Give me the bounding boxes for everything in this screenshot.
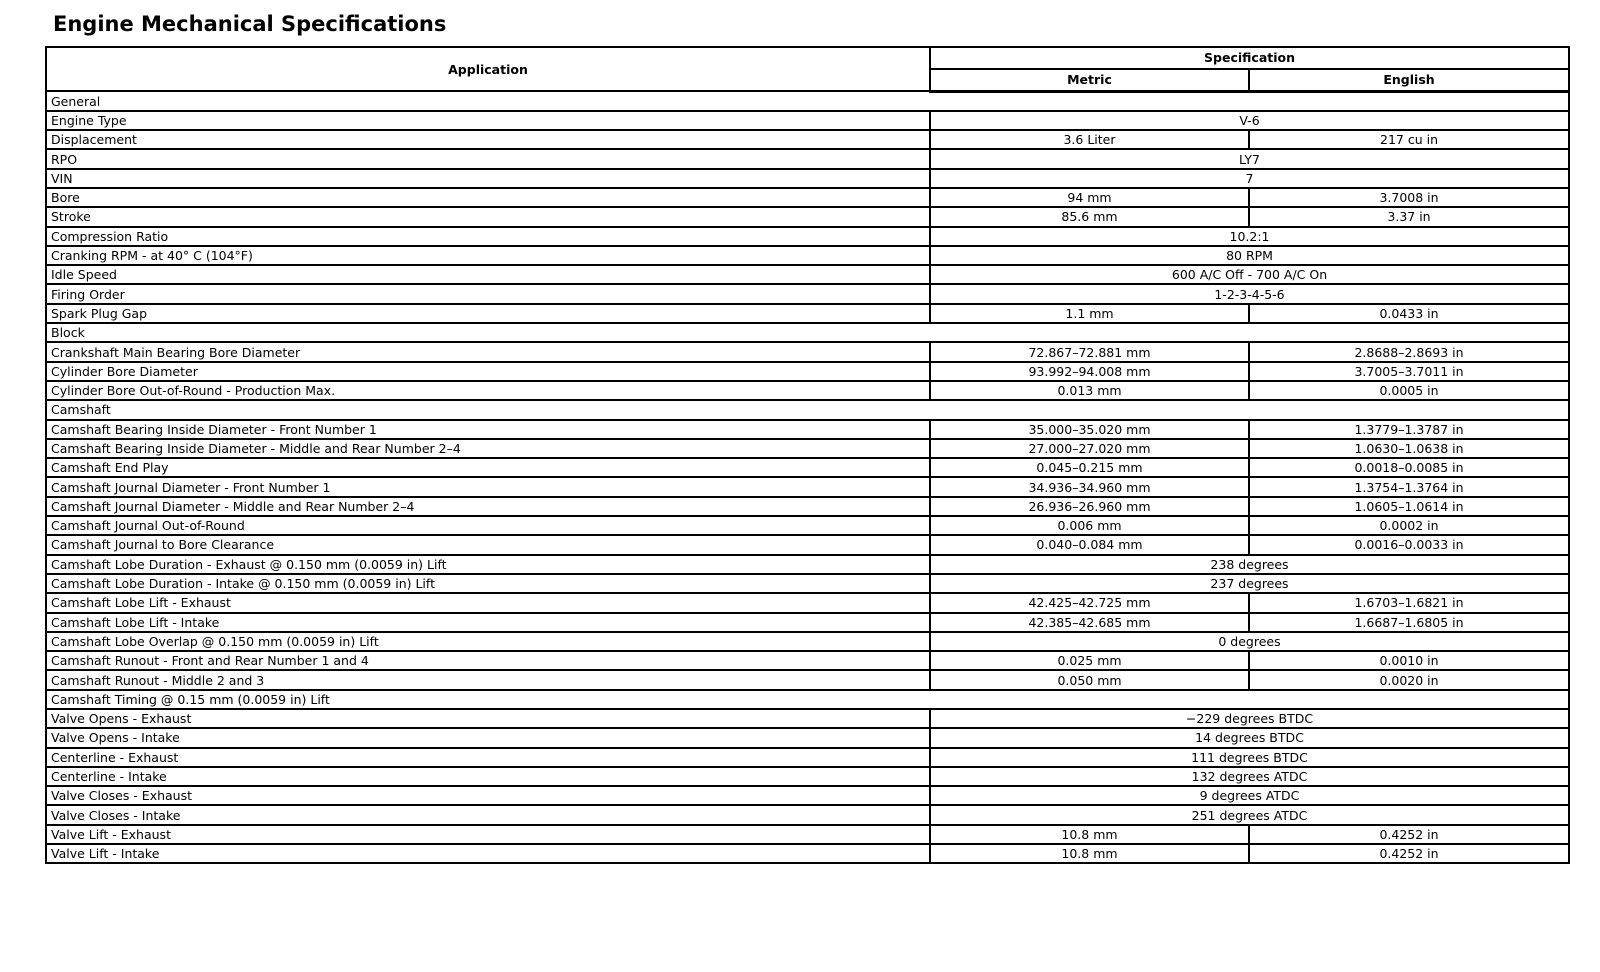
table-row	[46, 227, 1569, 246]
table-row	[46, 149, 1569, 168]
metric-value: 0.006 mm	[930, 516, 1249, 535]
row-label: Camshaft Journal to Bore Clearance	[46, 535, 930, 554]
table-row	[46, 748, 1569, 767]
metric-value: 0.050 mm	[930, 670, 1249, 689]
metric-value: 0.013 mm	[930, 381, 1249, 400]
english-value: 3.37 in	[1249, 207, 1569, 226]
table-row	[46, 246, 1569, 265]
section-label: Camshaft Timing @ 0.15 mm (0.0059 in) Lift	[46, 690, 1569, 709]
english-value: 1.6703–1.6821 in	[1249, 593, 1569, 612]
spec-table	[45, 46, 1570, 864]
section-row	[46, 323, 1569, 342]
table-row	[46, 709, 1569, 728]
section-label: General	[46, 91, 1569, 111]
english-value: 0.0018–0.0085 in	[1249, 458, 1569, 477]
row-value: 10.2:1	[930, 227, 1569, 246]
row-value: 237 degrees	[930, 574, 1569, 593]
table-row	[46, 574, 1569, 593]
table-header	[46, 47, 1569, 91]
english-value: 1.6687–1.6805 in	[1249, 613, 1569, 632]
table-row	[46, 728, 1569, 747]
metric-value: 0.025 mm	[930, 651, 1249, 670]
row-value: 1-2-3-4-5-6	[930, 284, 1569, 303]
metric-value: 26.936–26.960 mm	[930, 497, 1249, 516]
header-english: English	[1249, 69, 1569, 91]
english-value: 1.3779–1.3787 in	[1249, 420, 1569, 439]
table-row	[46, 632, 1569, 651]
section-row	[46, 400, 1569, 419]
row-value: 0 degrees	[930, 632, 1569, 651]
english-value: 1.0605–1.0614 in	[1249, 497, 1569, 516]
table-row	[46, 111, 1569, 130]
row-label: Crankshaft Main Bearing Bore Diameter	[46, 342, 930, 361]
english-value: 1.3754–1.3764 in	[1249, 477, 1569, 496]
row-label: Camshaft Lobe Duration - Exhaust @ 0.150 mm (0.0059 in) Lift	[46, 555, 930, 574]
table-row	[46, 844, 1569, 863]
table-row	[46, 497, 1569, 516]
table-row	[46, 555, 1569, 574]
table-row	[46, 477, 1569, 496]
row-label: Camshaft Journal Out-of-Round	[46, 516, 930, 535]
table-row	[46, 535, 1569, 554]
table-row	[46, 362, 1569, 381]
english-value: 0.4252 in	[1249, 844, 1569, 863]
table-row	[46, 188, 1569, 207]
table-row	[46, 613, 1569, 632]
row-label: Camshaft Runout - Front and Rear Number 1 and 4	[46, 651, 930, 670]
english-value: 0.0010 in	[1249, 651, 1569, 670]
row-value: 132 degrees ATDC	[930, 767, 1569, 786]
metric-value: 10.8 mm	[930, 825, 1249, 844]
row-label: Spark Plug Gap	[46, 304, 930, 323]
row-value: 238 degrees	[930, 555, 1569, 574]
table-row	[46, 342, 1569, 361]
row-label: Camshaft Lobe Lift - Intake	[46, 613, 930, 632]
row-label: Bore	[46, 188, 930, 207]
section-row	[46, 91, 1569, 111]
table-row	[46, 825, 1569, 844]
english-value: 3.7005–3.7011 in	[1249, 362, 1569, 381]
metric-value: 42.385–42.685 mm	[930, 613, 1249, 632]
row-value: 251 degrees ATDC	[930, 805, 1569, 824]
row-label: Camshaft Lobe Duration - Intake @ 0.150 mm (0.0059 in) Lift	[46, 574, 930, 593]
page-title: Engine Mechanical Specifications	[53, 12, 447, 36]
english-value: 217 cu in	[1249, 130, 1569, 149]
metric-value: 0.045–0.215 mm	[930, 458, 1249, 477]
table-row	[46, 265, 1569, 284]
row-label: Centerline - Intake	[46, 767, 930, 786]
section-row	[46, 690, 1569, 709]
row-label: Valve Lift - Exhaust	[46, 825, 930, 844]
metric-value: 3.6 Liter	[930, 130, 1249, 149]
table-row	[46, 304, 1569, 323]
row-value: LY7	[930, 149, 1569, 168]
table-row	[46, 130, 1569, 149]
english-value: 0.0002 in	[1249, 516, 1569, 535]
row-label: Camshaft Bearing Inside Diameter - Front Number 1	[46, 420, 930, 439]
row-label: Valve Opens - Intake	[46, 728, 930, 747]
table-row	[46, 767, 1569, 786]
header-specification: Specification	[930, 47, 1569, 69]
row-label: Valve Lift - Intake	[46, 844, 930, 863]
row-label: Camshaft Journal Diameter - Front Number 1	[46, 477, 930, 496]
row-label: Stroke	[46, 207, 930, 226]
row-label: Camshaft Lobe Lift - Exhaust	[46, 593, 930, 612]
metric-value: 35.000–35.020 mm	[930, 420, 1249, 439]
row-label: Cylinder Bore Out-of-Round - Production Max.	[46, 381, 930, 400]
english-value: 0.0020 in	[1249, 670, 1569, 689]
row-value: 600 A/C Off - 700 A/C On	[930, 265, 1569, 284]
row-label: Valve Closes - Exhaust	[46, 786, 930, 805]
row-value: 9 degrees ATDC	[930, 786, 1569, 805]
row-label: Displacement	[46, 130, 930, 149]
row-label: Compression Ratio	[46, 227, 930, 246]
row-label: Camshaft Bearing Inside Diameter - Middle and Rear Number 2–4	[46, 439, 930, 458]
table-row	[46, 805, 1569, 824]
table-row	[46, 786, 1569, 805]
english-value: 0.0016–0.0033 in	[1249, 535, 1569, 554]
metric-value: 93.992–94.008 mm	[930, 362, 1249, 381]
row-label: Valve Closes - Intake	[46, 805, 930, 824]
table-body	[46, 91, 1569, 863]
row-label: Camshaft Journal Diameter - Middle and Rear Number 2–4	[46, 497, 930, 516]
metric-value: 72.867–72.881 mm	[930, 342, 1249, 361]
table-row	[46, 670, 1569, 689]
row-value: 80 RPM	[930, 246, 1569, 265]
metric-value: 34.936–34.960 mm	[930, 477, 1249, 496]
row-label: VIN	[46, 169, 930, 188]
row-label: Valve Opens - Exhaust	[46, 709, 930, 728]
row-value: 111 degrees BTDC	[930, 748, 1569, 767]
header-metric: Metric	[930, 69, 1249, 91]
table-row	[46, 169, 1569, 188]
table-row	[46, 651, 1569, 670]
row-label: Camshaft Runout - Middle 2 and 3	[46, 670, 930, 689]
table-row	[46, 439, 1569, 458]
english-value: 0.0005 in	[1249, 381, 1569, 400]
row-value: V-6	[930, 111, 1569, 130]
row-label: Firing Order	[46, 284, 930, 303]
row-label: Camshaft Lobe Overlap @ 0.150 mm (0.0059 in) Lift	[46, 632, 930, 651]
row-label: Cranking RPM - at 40° C (104°F)	[46, 246, 930, 265]
section-label: Block	[46, 323, 1569, 342]
table-row	[46, 593, 1569, 612]
row-value: 14 degrees BTDC	[930, 728, 1569, 747]
metric-value: 10.8 mm	[930, 844, 1249, 863]
metric-value: 94 mm	[930, 188, 1249, 207]
row-label: Idle Speed	[46, 265, 930, 284]
metric-value: 1.1 mm	[930, 304, 1249, 323]
table-row	[46, 420, 1569, 439]
metric-value: 42.425–42.725 mm	[930, 593, 1249, 612]
section-label: Camshaft	[46, 400, 1569, 419]
row-label: Engine Type	[46, 111, 930, 130]
row-value: 7	[930, 169, 1569, 188]
english-value: 3.7008 in	[1249, 188, 1569, 207]
metric-value: 0.040–0.084 mm	[930, 535, 1249, 554]
english-value: 2.8688–2.8693 in	[1249, 342, 1569, 361]
metric-value: 27.000–27.020 mm	[930, 439, 1249, 458]
table-row	[46, 516, 1569, 535]
table-row	[46, 458, 1569, 477]
english-value: 1.0630–1.0638 in	[1249, 439, 1569, 458]
row-value: −229 degrees BTDC	[930, 709, 1569, 728]
row-label: Cylinder Bore Diameter	[46, 362, 930, 381]
header-application: Application	[46, 47, 930, 91]
row-label: RPO	[46, 149, 930, 168]
row-label: Centerline - Exhaust	[46, 748, 930, 767]
table-row	[46, 381, 1569, 400]
row-label: Camshaft End Play	[46, 458, 930, 477]
metric-value: 85.6 mm	[930, 207, 1249, 226]
english-value: 0.0433 in	[1249, 304, 1569, 323]
table-row	[46, 284, 1569, 303]
english-value: 0.4252 in	[1249, 825, 1569, 844]
table-row	[46, 207, 1569, 226]
